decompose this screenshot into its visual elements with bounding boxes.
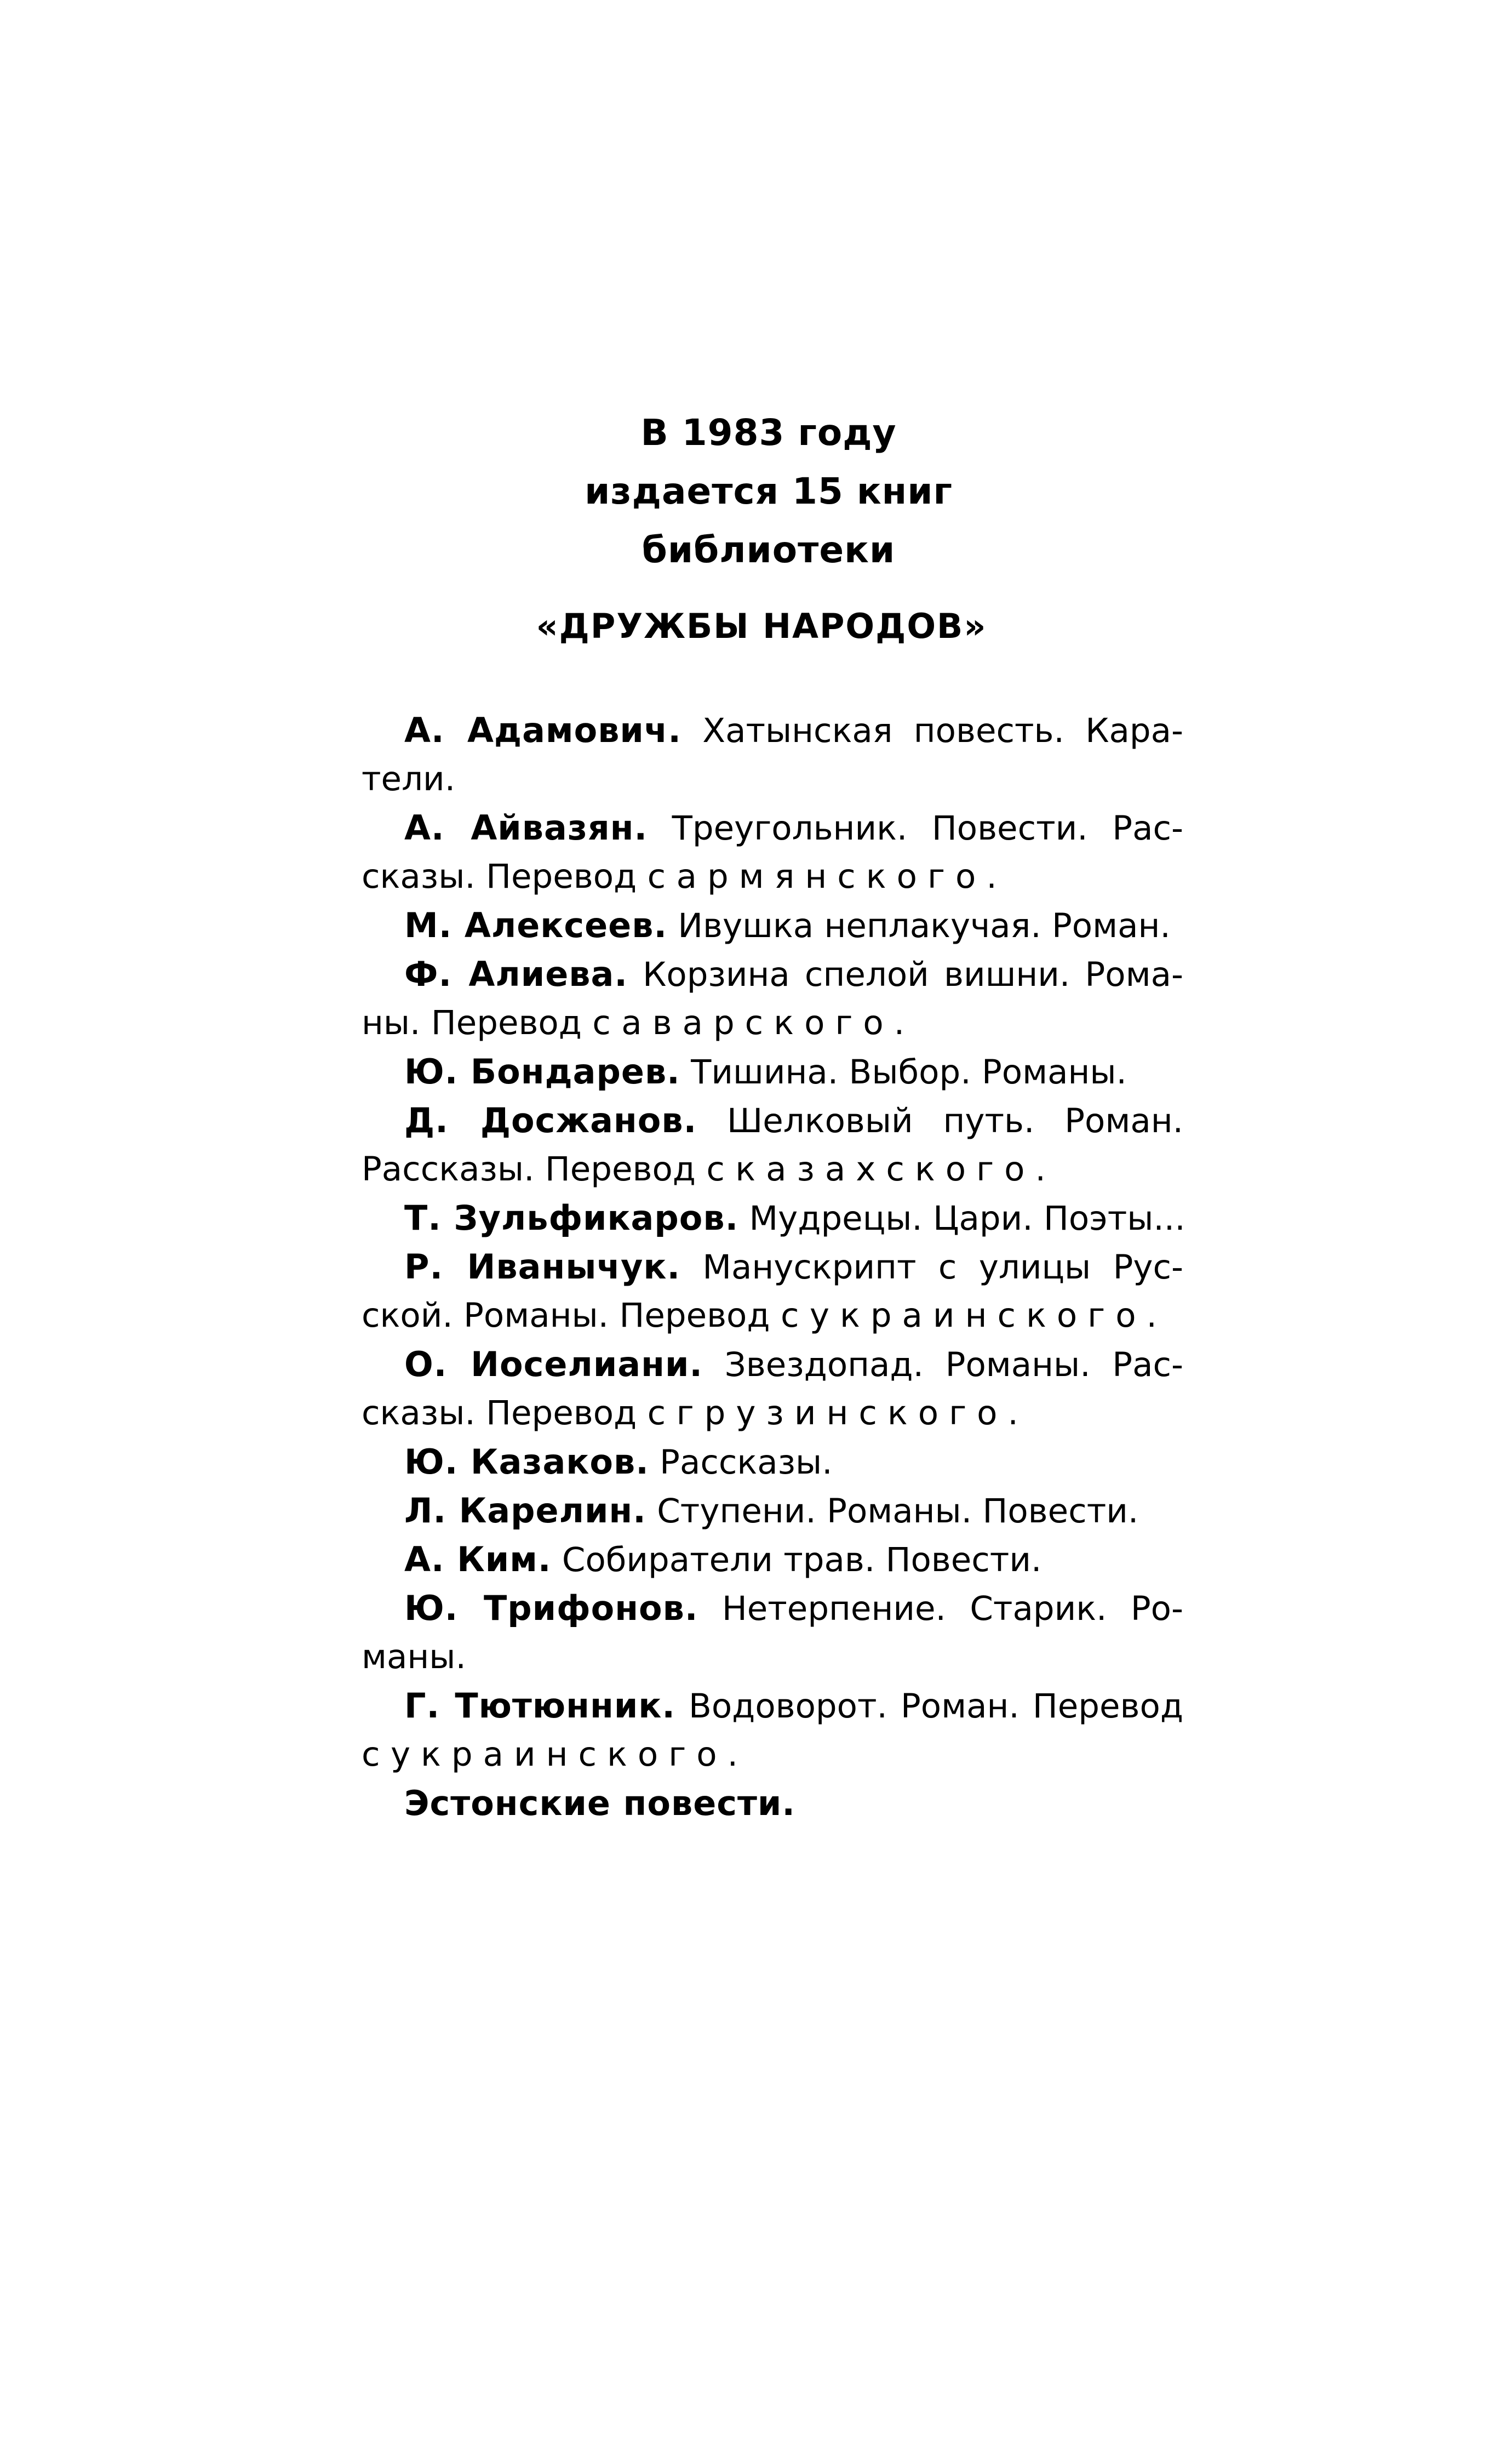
book-entry-zulfikarov [362, 1194, 1183, 1242]
book-entry-doszhanov [362, 1096, 1183, 1145]
book-entry-continuation [362, 998, 1183, 1047]
book-title: Треугольник. Повести. Рас- [648, 809, 1183, 848]
book-author: А. Айвазян. [404, 808, 648, 848]
book-title: Тишина. Выбор. Романы. [680, 1053, 1127, 1092]
book-entry-continuation [362, 852, 1183, 901]
book-title-cont: ской. Романы. Перевод с [362, 1296, 810, 1335]
announcement-library-line: библиотеки [642, 529, 896, 571]
book-author: Эстонские повести. [404, 1783, 795, 1823]
book-entry-bondarev [362, 1047, 1183, 1096]
book-title-cont: ны. Перевод с [362, 1003, 622, 1042]
book-title: Манускрипт с улицы Рус- [680, 1248, 1183, 1287]
book-entry-continuation [362, 1291, 1183, 1340]
book-author: О. Иоселиани. [404, 1344, 703, 1384]
book-title: Хатынская повесть. Кара- [681, 711, 1183, 750]
book-entry-continuation [362, 1633, 1183, 1681]
translation-language: казахского. [735, 1150, 1056, 1189]
book-list [362, 706, 1183, 1828]
book-title-cont: сказы. Перевод с [362, 1394, 677, 1432]
book-entry-alieva [362, 950, 1183, 998]
book-entry-ayvazyan [362, 803, 1183, 852]
book-title: Водоворот. Роман. Перевод [675, 1687, 1183, 1726]
book-title-cont: тели. [362, 760, 456, 798]
book-author: А. Адамович. [404, 710, 681, 750]
book-entry-tyutyunnik [362, 1681, 1183, 1730]
book-title: Нетерпение. Старик. Ро- [698, 1589, 1184, 1628]
book-author: Р. Иванычук. [404, 1247, 681, 1287]
book-author: Т. Зульфикаров. [404, 1198, 739, 1238]
book-author: Ю. Трифонов. [404, 1588, 698, 1628]
book-author: М. Алексеев. [404, 905, 667, 945]
book-entry-estonian-stories [362, 1779, 1183, 1828]
book-title: Звездопад. Романы. Рас- [702, 1345, 1183, 1384]
book-title: Ступени. Романы. Повести. [646, 1492, 1139, 1531]
translation-language: армянского. [676, 857, 1007, 896]
book-entry-karelin [362, 1486, 1183, 1535]
book-author: Д. Досжанов. [404, 1100, 697, 1140]
book-entry-alekseev [362, 901, 1183, 950]
book-author: Ф. Алиева. [404, 954, 628, 994]
book-author: Ю. Бондарев. [404, 1052, 680, 1092]
translation-language: аварского. [621, 1003, 915, 1042]
book-title: Рассказы. [649, 1443, 833, 1482]
translation-language: украинского. [809, 1296, 1167, 1335]
book-author: Ю. Казаков. [404, 1442, 649, 1482]
series-title: «ДРУЖБЫ НАРОДОВ» [536, 606, 987, 646]
book-entry-continuation [362, 755, 1183, 803]
book-author: А. Ким. [404, 1539, 552, 1579]
book-entry-ioseliani [362, 1340, 1183, 1389]
book-title-cont: маны. [362, 1637, 466, 1676]
book-entry-adamovich [362, 706, 1183, 755]
book-title: Собиратели трав. Повести. [551, 1540, 1042, 1579]
book-entry-continuation [362, 1389, 1183, 1437]
book-entry-ivanychuk [362, 1242, 1183, 1291]
book-title-cont: сказы. Перевод с [362, 857, 677, 896]
book-entry-continuation [362, 1730, 1183, 1779]
book-author: Л. Карелин. [404, 1491, 646, 1531]
book-title: Шелковый путь. Роман. [697, 1101, 1183, 1140]
book-entry-kim [362, 1535, 1183, 1584]
book-title-cont: Рассказы. Перевод с [362, 1150, 736, 1189]
book-entry-trifonov [362, 1584, 1183, 1633]
translation-language: грузинского. [676, 1394, 1029, 1432]
translation-language: украинского. [390, 1735, 748, 1774]
book-entry-continuation [362, 1145, 1183, 1194]
book-title: Корзина спелой вишни. Рома- [627, 955, 1183, 994]
book-title: Ивушка неплакучая. Роман. [667, 906, 1171, 945]
book-entry-kazakov [362, 1437, 1183, 1486]
book-title: Мудрецы. Цари. Поэты... [738, 1199, 1185, 1238]
book-title-cont: с [362, 1735, 391, 1774]
announcement-year-line: В 1983 году [640, 412, 897, 454]
announcement-count-line: издается 15 книг [585, 470, 953, 512]
book-author: Г. Тютюнник. [404, 1686, 675, 1726]
